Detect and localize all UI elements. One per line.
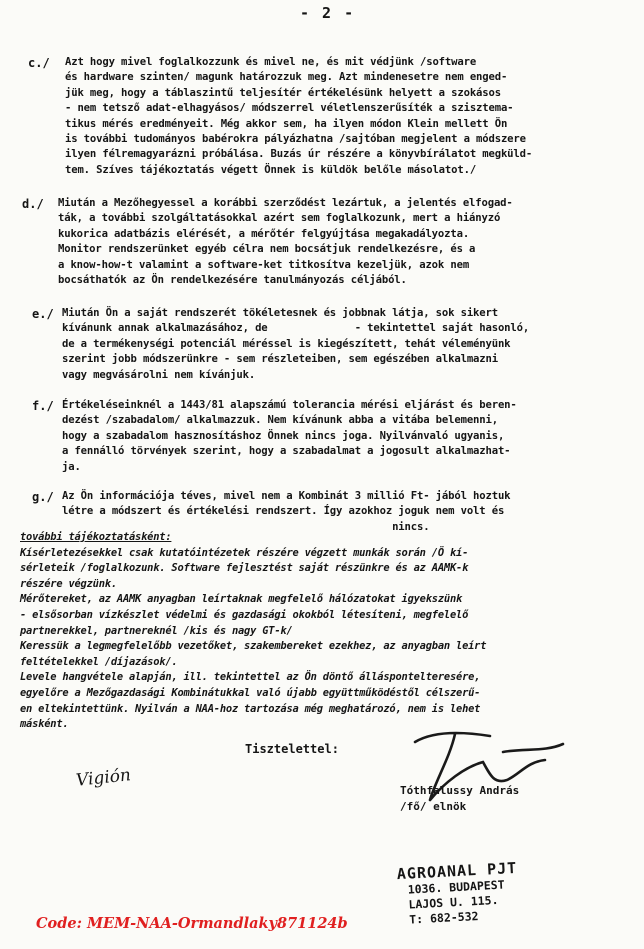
text-line: dezést /szabadalom/ alkalmazzuk. Nem kívánunk abba a vitába belemenni,: [62, 414, 498, 427]
text-line: ja.: [62, 460, 81, 473]
document-code-label: Code: MEM-NAA-Ormandlaky871124b: [36, 915, 348, 932]
section-marker: g./: [32, 490, 54, 504]
text-line: a know-how-t valamint a software-ket titkosítva kezeljük, azok nem: [58, 258, 470, 271]
text-line: - nem tetsző adat-elhagyásos/ módszerrel véletlenszerűsíték a szisztema-: [65, 102, 514, 115]
text-line: en eltekintettünk. Nyilván a NAA-hoz tartozása még meghatározó, nem is lehet: [20, 702, 481, 715]
text-line: tikus mérés eredményeit. Még akkor sem, ha ilyen módon Klein mellett Ön: [65, 117, 508, 130]
text-line: Mérőtereket, az AAMK anyagban leírtaknak megfelelő hálózatokat igyekszünk: [20, 593, 463, 606]
text-line: Azt hogy mivel foglalkozzunk és mivel ne, és mit védjünk /software: [65, 56, 477, 68]
section-text: [65, 55, 532, 178]
section-marker: c./: [28, 56, 50, 70]
section-marker: f./: [32, 399, 54, 413]
section-text: [58, 196, 513, 288]
text-line: feltételekkel /díjazások/.: [20, 655, 178, 668]
signature-scribble: [395, 722, 570, 812]
text-line: bocsáthatók az Ön rendelkezésére tanulmányozás céljából.: [58, 274, 407, 287]
section-marker: d./: [22, 197, 44, 211]
text-line: a fennálló törvények szerint, hogy a szabadalmat a jogosult alkalmazhat-: [62, 445, 511, 458]
text-line: jük meg, hogy a táblaszintű teljesítér értékelésünk helyett a szokásos: [65, 86, 501, 99]
text-line: Az Ön információja téves, mivel nem a Kombinát 3 millió Ft- jából hoztuk: [62, 490, 511, 502]
text-line: Értékeléseinknél a 1443/81 alapszámú tolerancia mérési eljárást és beren-: [62, 399, 517, 411]
text-line: nincs.: [62, 520, 430, 533]
text-line: de a termékenységi potenciál méréssel is kiegészített, tehát véleményünk: [62, 337, 511, 350]
text-line: részére végzünk.: [20, 577, 117, 590]
text-line: kukorica adatbázis elérését, a mérőtér felgyújtása megakadályozta.: [58, 227, 470, 240]
text-line: Miután Ön a saját rendszerét tökéletesnek és jobbnak látja, sok sikert: [62, 307, 498, 319]
text-line: tem. Szíves tájékoztatás végett Önnek is küldök belőle másolatot./: [65, 163, 477, 176]
text-line: ilyen félremagyarázni próbálása. Buzás úr részére a könyvbírálatot megküld-: [65, 148, 533, 161]
text-line: másként.: [20, 718, 69, 731]
section-text: [62, 489, 510, 535]
company-stamp: [396, 859, 520, 928]
text-line: szerint jobb módszerünkre - sem részleteiben, sem egészében alkalmazni: [62, 353, 498, 366]
text-line: - elsősorban vízkészlet védelmi és gazdasági okokból létesíteni, megfelelő: [20, 608, 469, 621]
text-line: kívánunk annak alkalmazásához, de - tekintettel saját hasonló,: [62, 322, 530, 335]
text-line: Levele hangvétele alapján, ill. tekintettel az Ön döntő álláspontelteresére,: [20, 671, 481, 684]
text-line: Miután a Mezőhegyessel a korábbi szerződést lezártuk, a jelentés elfogad-: [58, 197, 513, 209]
stamp-line: LAJOS U. 115.: [408, 892, 499, 912]
closing-salutation: Tisztelettel:: [245, 742, 339, 756]
section-text: [62, 398, 517, 475]
text-line: létre a módszert és értékelési rendszert. Így azokhoz joguk nem volt és: [62, 505, 505, 518]
text-line: hogy a szabadalom hasznosításhoz Önnek nincs joga. Nyilvánvaló ugyanis,: [62, 429, 505, 442]
text-line: partnerekkel, partnereknél /kis és nagy GT-k/: [20, 624, 293, 637]
text-line: Monitor rendszerünket egyéb célra nem bocsátjuk rendelkezésre, és a: [58, 243, 476, 256]
text-line: sérleteik /foglalkozunk. Software fejlesztést saját részünkre és az AAMK-k: [20, 562, 469, 575]
text-line: ták, a további szolgáltatásokkal azért sem foglalkozunk, mert a hiányzó: [58, 212, 501, 225]
signatory-name: Tóthfalussy András: [400, 784, 520, 797]
text-line: vagy megvásárolni nem kívánjuk.: [62, 368, 256, 381]
further-info-block: [20, 530, 486, 733]
signatory-title: /fő/ elnök: [400, 800, 467, 813]
text-line: és hardware szinten/ magunk határozzuk meg. Azt mindenesetre nem enged-: [65, 71, 508, 84]
text-line: egyelőre a Mezőgazdasági Kombinátukkal való újabb együttműködéstől célszerű-: [20, 686, 481, 699]
stamp-line: T: 682-532: [408, 908, 479, 927]
stamp-line: AGROANAL PJT: [396, 858, 518, 884]
section-marker: e./: [32, 307, 54, 321]
further-info-heading: további tájékoztatásként:: [20, 531, 172, 543]
text-line: is további tudományos babérokra pályázhatna /sajtóban megjelent a módszere: [65, 133, 526, 146]
section-text: [62, 306, 529, 383]
text-line: Kísérletezésekkel csak kutatóintézetek részére végzett munkák során /Ö kí-: [20, 546, 469, 559]
text-line: Keressük a legmegfelelőbb vezetőket, szakembereket ezekhez, az anyagban leírt: [20, 640, 487, 653]
stamp-line: 1036. BUDAPEST: [407, 877, 505, 897]
page-number: - 2 -: [300, 4, 356, 22]
handwritten-note: Vigión: [75, 765, 132, 791]
